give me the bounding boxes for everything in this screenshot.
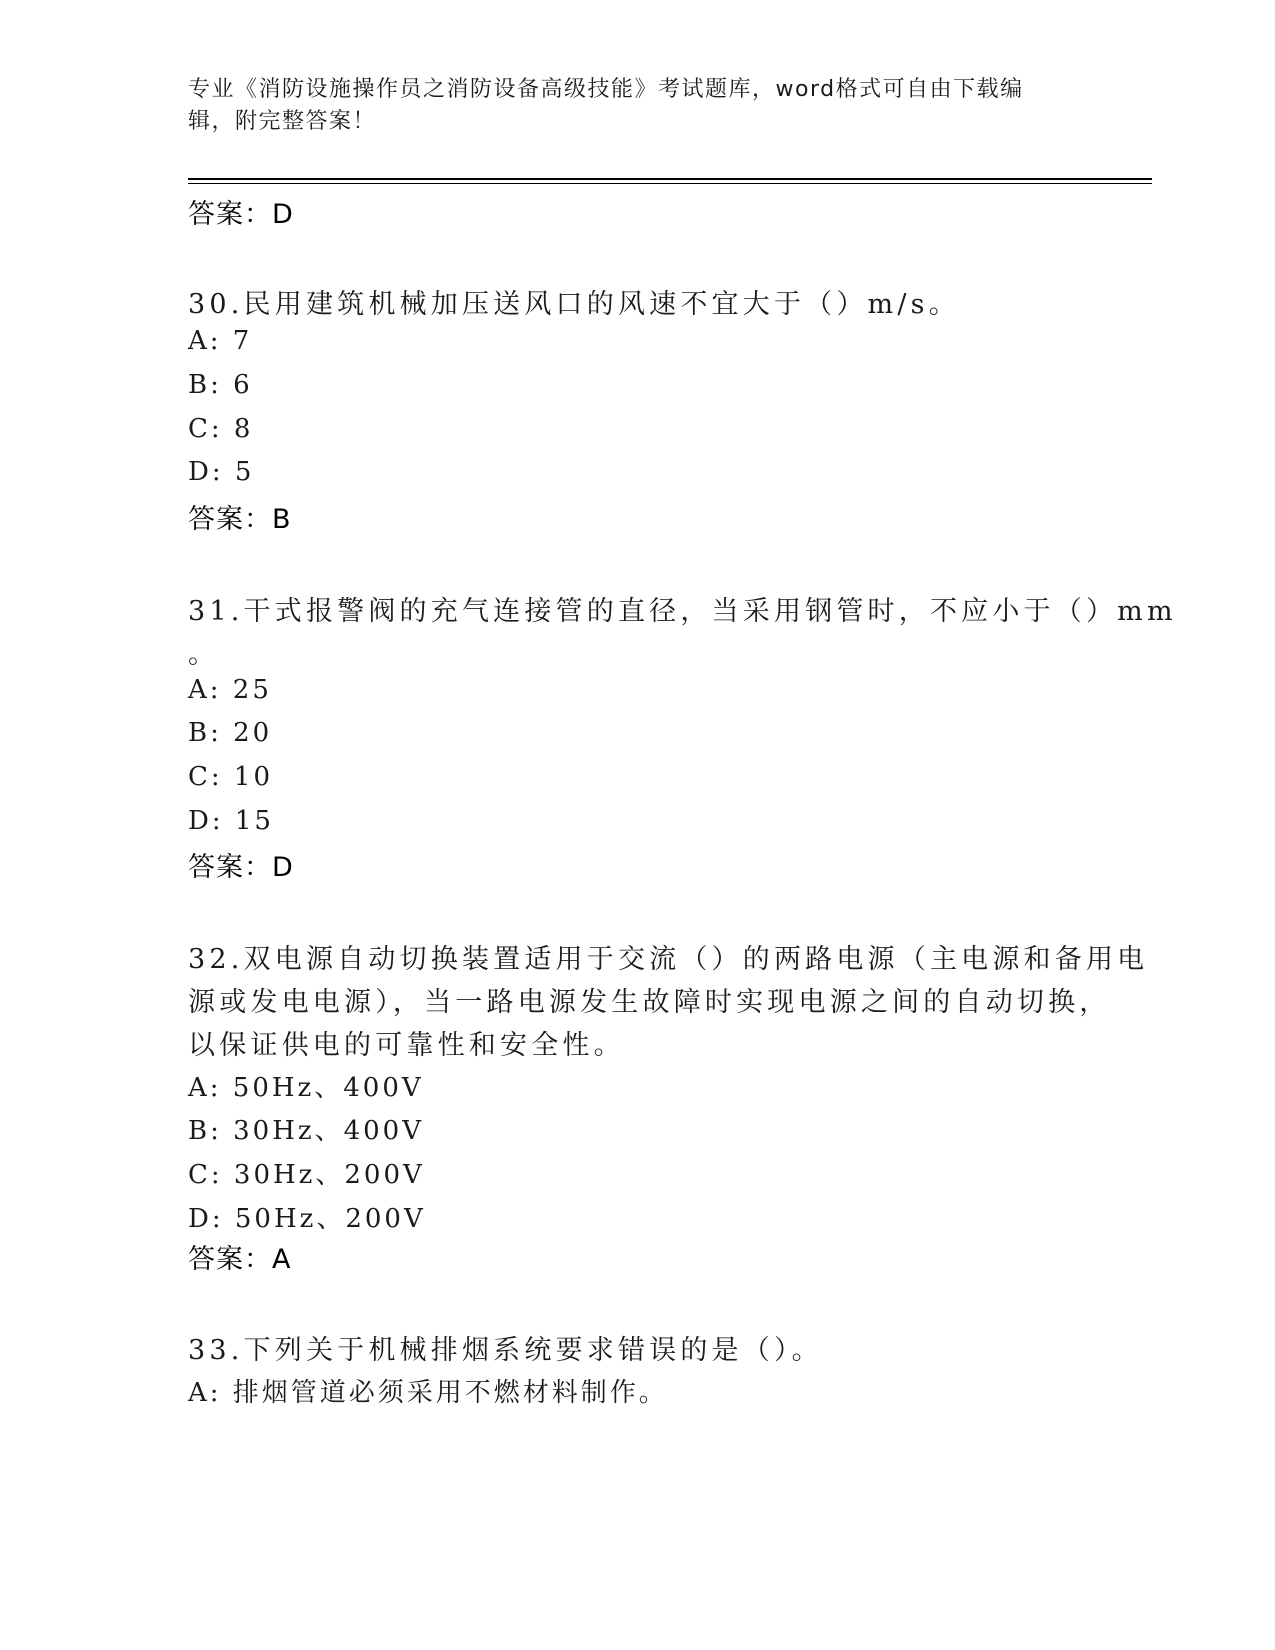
header-rule-thick: [188, 178, 1152, 180]
question-32-option-a: A: 50Hz、400V: [188, 1073, 424, 1103]
question-33-option-a: A: 排烟管道必须采用不燃材料制作。: [188, 1378, 668, 1408]
question-30-option-d: D: 5: [188, 457, 255, 487]
question-30-option-c: C: 8: [188, 414, 254, 444]
question-30-option-a: A: 7: [188, 326, 253, 356]
question-32-text-cont-2: 以保证供电的可靠性和安全性。: [188, 1030, 625, 1061]
question-30-option-b: B: 6: [188, 370, 253, 400]
question-31-answer: 答案：D: [188, 852, 294, 883]
question-31-text-cont: 。: [188, 639, 220, 670]
question-30-text: 30.民用建筑机械加压送风口的风速不宜大于（）m/s。: [188, 289, 960, 320]
question-31-text: 31.干式报警阀的充气连接管的直径，当采用钢管时，不应小于（）mm: [188, 596, 1177, 627]
question-32-option-c: C: 30Hz、200V: [188, 1160, 425, 1190]
question-32-text-cont-1: 源或发电电源），当一路电源发生故障时实现电源之间的自动切换，: [188, 987, 1111, 1018]
header-rule-thin: [188, 183, 1152, 184]
question-32-option-b: B: 30Hz、400V: [188, 1116, 424, 1146]
document-header: 专业《消防设施操作员之消防设备高级技能》考试题库，word格式可自由下载编辑，附完整答案！: [188, 77, 1024, 134]
question-31-option-c: C: 10: [188, 762, 274, 792]
question-32-answer: 答案：A: [188, 1244, 292, 1275]
question-31-option-d: D: 15: [188, 806, 274, 836]
question-32-text: 32.双电源自动切换装置适用于交流（）的两路电源（主电源和备用电: [188, 944, 1149, 975]
question-31-option-b: B: 20: [188, 718, 273, 748]
question-33-text: 33.下列关于机械排烟系统要求错误的是（）。: [188, 1335, 823, 1366]
answer-line: 答案：D: [188, 199, 294, 230]
question-31-option-a: A: 25: [188, 675, 272, 705]
question-30-answer: 答案：B: [188, 504, 292, 535]
question-32-option-d: D: 50Hz、200V: [188, 1204, 426, 1234]
